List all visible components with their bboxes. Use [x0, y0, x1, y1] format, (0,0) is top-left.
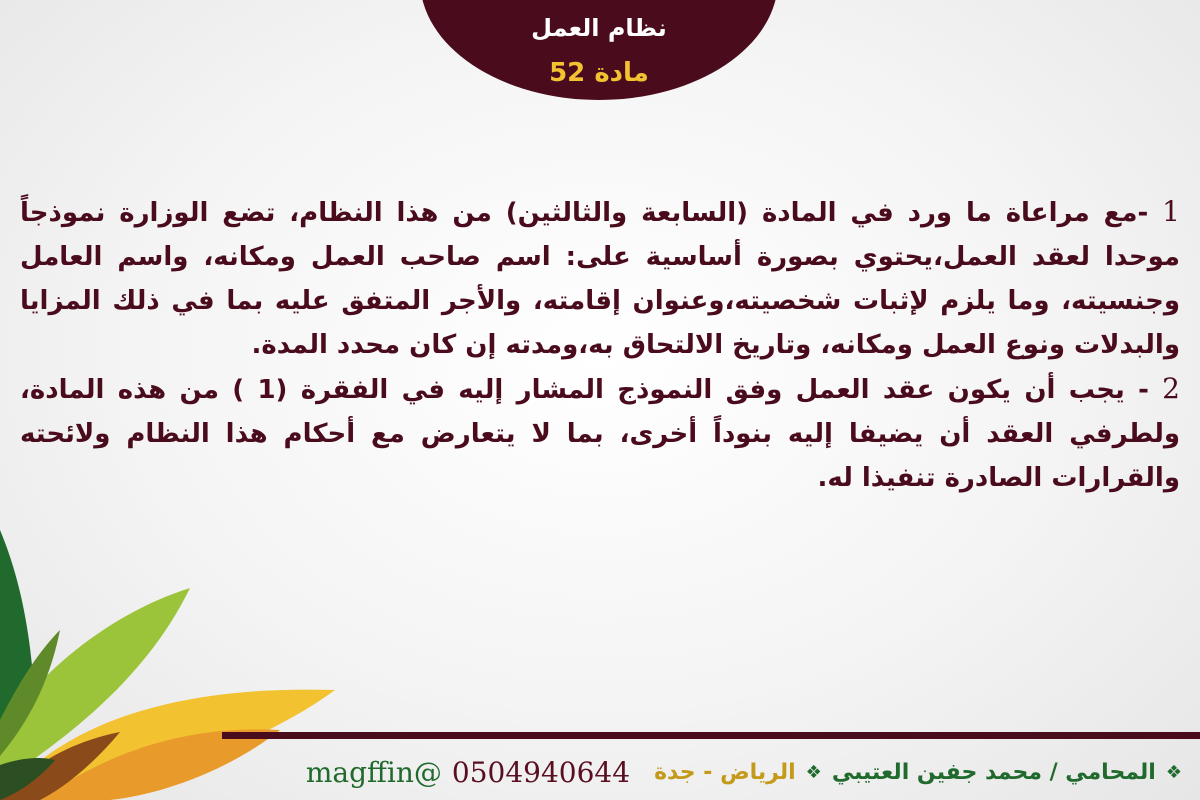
footer-divider [222, 732, 1200, 739]
article-number: مادة 52 [549, 58, 649, 88]
social-handle: @magffin [305, 755, 442, 789]
phone-number: 0504940644 [451, 755, 631, 789]
paragraph-2-number: 2 [1162, 372, 1180, 405]
paragraph-2 [20, 367, 1180, 500]
paragraph-1-number: 1 [1162, 195, 1180, 228]
bullet-icon: ❖ [805, 761, 822, 783]
paragraph-2-text: - يجب أن يكون عقد العمل وفق النموذج المشار إليه في الفقرة (1 ) من هذه المادة، ولطرفي العقد أن يضيفا إليه بنوداً أخرى، بما لا يتعارض مع أحكام هذا النظام ولائحته والقرارات الصادرة تنفيذا له. [20, 375, 1180, 493]
bullet-icon: ❖ [1165, 761, 1182, 783]
paragraph-1-text: -مع مراعاة ما ورد في المادة (السابعة والثالثين) من هذا النظام، تضع الوزارة نموذجاً موحدا لعقد العمل،يحتوي بصورة أساسية على: اسم صاحب العمل ومكانه، واسم العامل وجنسيته، وما يلزم لإثبات شخصيته،وعنوان إقامته، والأجر المتفق عليه بما في ذلك المزايا والبدلات ونوع العمل ومكانه، وتاريخ الالتحاق به،ومدته إن كان محدد المدة. [20, 198, 1180, 360]
article-body [20, 190, 1180, 500]
paragraph-1 [20, 190, 1180, 367]
lawyer-name: المحامي / محمد جفين العتيبي [831, 759, 1156, 785]
page-title: نظام العمل [531, 14, 667, 42]
city-label: الرياض - جدة [654, 759, 796, 785]
footer [306, 752, 1182, 792]
